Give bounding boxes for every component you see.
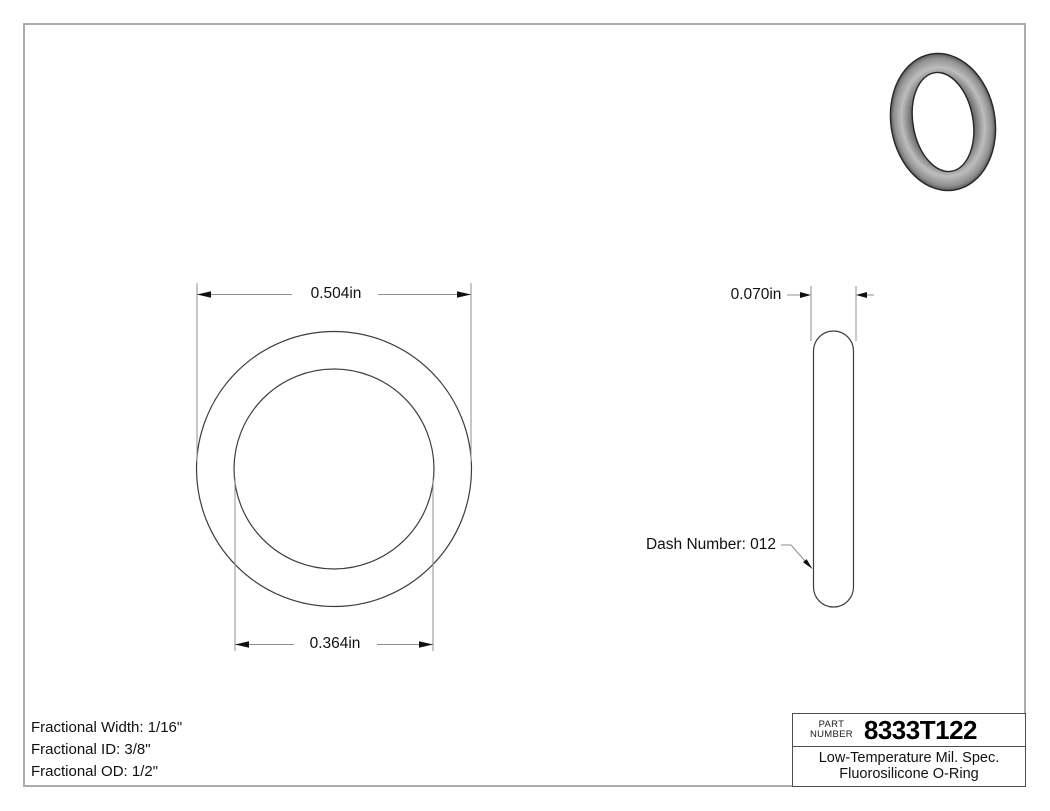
title-block-part-row	[793, 714, 1025, 747]
id-dimension-label: 0.364in	[309, 635, 361, 652]
oring-3d-render-icon	[880, 45, 1006, 199]
part-caption-line1: PART	[818, 719, 845, 730]
od-dimension-label: 0.504in	[310, 285, 362, 302]
front-view-inner-circle	[234, 369, 434, 569]
side-view	[814, 331, 854, 607]
front-view-outer-circle	[197, 332, 472, 607]
description-line2: Fluorosilicone O-Ring	[839, 765, 979, 782]
fractional-width-note: Fractional Width: 1/16"	[31, 719, 183, 736]
od-dimension	[197, 283, 471, 462]
side-view-cross-section	[814, 331, 854, 607]
id-arrow-right	[419, 641, 433, 648]
fractional-od-note: Fractional OD: 1/2"	[31, 763, 159, 780]
title-block-description	[793, 747, 1025, 786]
id-arrow-left	[235, 641, 249, 648]
od-arrow-right	[457, 291, 471, 298]
part-caption-line2: NUMBER	[809, 729, 853, 740]
description-line1: Low-Temperature Mil. Spec.	[818, 750, 1000, 766]
fractional-id-note: Fractional ID: 3/8"	[31, 741, 151, 758]
od-arrow-left	[197, 291, 211, 298]
part-number: 8333T122	[863, 714, 977, 745]
dash-number-leader	[781, 545, 813, 569]
part-number-caption	[799, 720, 864, 740]
fractional-notes	[31, 717, 182, 783]
dash-number-label: Dash Number: 012	[645, 536, 777, 553]
cs-arrow-left	[800, 292, 811, 298]
cs-width-dimension-label: 0.070in	[730, 286, 782, 303]
title-block	[792, 713, 1026, 787]
cs-arrow-right	[856, 292, 867, 298]
front-view	[197, 332, 472, 607]
id-dimension	[235, 477, 433, 651]
